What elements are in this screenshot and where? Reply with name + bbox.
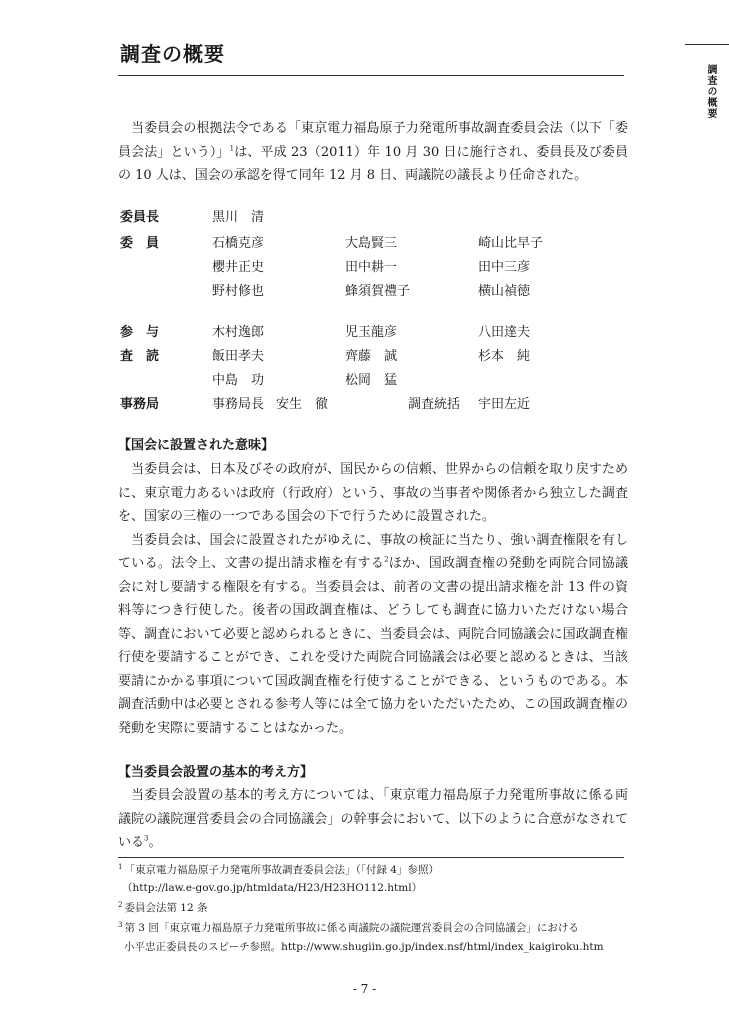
chair-label: 委員長: [120, 210, 160, 225]
advisor-name: 木村逸郎: [212, 325, 265, 340]
advisor-name: 八田達夫: [478, 325, 531, 340]
reviewer-name: 松岡 猛: [345, 373, 398, 388]
member-name: 大島賢三: [345, 236, 398, 251]
intro-paragraph: 当委員会の根拠法令である「東京電力福島原子力発電所事故調査委員会法（以下「委員会法」という）」$^1$は、平成 23（2011）年 10 月 30 日に施行され、委員長及び委員の 10 人は、国会の承認を得て同年 12 月 8 日、両議院の議長より任命された。: [118, 121, 628, 183]
investigation-head-name: 宇田左近: [478, 397, 531, 412]
investigation-title: 調査統括: [408, 397, 461, 412]
reviewer-name: 杉本 純: [478, 349, 531, 364]
member-name: 石橋克彦: [212, 236, 265, 251]
reviewer-name: 飯田孝夫: [212, 349, 265, 364]
advisor-name: 児玉龍彦: [345, 325, 398, 340]
member-name: 蜂須賀禮子: [345, 284, 411, 299]
footnote-ref-3[interactable]: 3: [144, 834, 149, 843]
side-tab-divider: [685, 44, 729, 45]
reviewer-name: 齊藤 誠: [345, 349, 398, 364]
secretariat-head-title: 事務局長: [212, 397, 265, 412]
member-name: 崎山比早子: [478, 236, 544, 251]
side-chapter-tab: 調査の概要: [705, 64, 716, 119]
footnote-1: $^1$ 「東京電力福島原子力発電所事故調査委員会法」（「付録 4」参照）: [118, 862, 439, 876]
member-name: 野村修也: [212, 284, 265, 299]
page-number: - 7 -: [352, 982, 377, 996]
reviewer-label: 査 読: [120, 349, 160, 364]
section-paragraph: 当委員会設置の基本的考え方については、「東京電力福島原子力発電所事故に係る両議院の議院運営委員会の合同協議会」の幹事会において、以下のように合意がなされている$^3$。: [118, 788, 628, 850]
member-name: 田中耕一: [345, 260, 398, 275]
section-heading-diet: 【国会に設置された意味】: [118, 438, 275, 453]
footnote-ref-2[interactable]: 2: [384, 555, 389, 564]
title-divider: [118, 75, 624, 76]
footnote-3-continued: 小平忠正委員長のスピーチ参照。http://www.shugiin.go.jp/index.nsf/html/index_kaigiroku.htm: [124, 941, 604, 953]
member-name: 横山禎徳: [478, 284, 531, 299]
advisor-label: 参 与: [120, 325, 160, 340]
member-name: 田中三彦: [478, 260, 531, 275]
secretariat-head-name: 安生 徹: [276, 397, 329, 412]
page-title: 調査の概要: [120, 42, 225, 66]
section-heading-basic-approach: 【当委員会設置の基本的考え方】: [118, 765, 314, 780]
reviewer-name: 中島 功: [212, 373, 265, 388]
member-name: 櫻井正史: [212, 260, 265, 275]
footnote-1-url[interactable]: （http://law.e-gov.go.jp/htmldata/H23/H23HO112.html）: [122, 882, 423, 894]
footnote-2: $^2$ 委員会法第 12 条: [118, 900, 208, 914]
section-paragraph: 当委員会は、日本及びその政府が、国民からの信頼、世界からの信頼を取り戻すために、東京電力あるいは政府（行政府）という、事故の当事者や関係者から独立した調査を、国家の三権の一つである国会の下で行うために設置された。: [118, 462, 628, 524]
footnote-3: $^3$ 第 3 回「東京電力福島原子力発電所事故に係る両議院の議院運営委員会の合同協議会」における: [118, 920, 579, 934]
chair-name: 黒川 清: [212, 210, 265, 225]
secretariat-label: 事務局: [120, 397, 160, 412]
section-paragraph: 当委員会は、国会に設置されたがゆえに、事故の検証に当たり、強い調査権限を有している。法令上、文書の提出請求権を有する$^2$ほか、国政調査権の発動を両院合同協議会に対し要請する権限を有する。当委員会は、前者の文書の提出請求権を計 13 件の資料等につき行使した。後者の国政調査権は、どうしても調査に協力いただけない場合等、調査において必要と認められるときに、当委員会は、両院合同協議会に国政調査権行使を要請することができ、これを受けた両院合同協議会は必要と認めるときは、当該要請にかかる事項について国政調査権を行使することができる、というものである。本調査活動中は必要とされる参考人等には全て協力をいただいたため、この国政調査権の発動を実際に要請することはなかった。: [118, 532, 628, 736]
footnote-divider: [118, 857, 624, 858]
footnote-ref-1[interactable]: 1: [229, 144, 235, 153]
member-label: 委 員: [120, 236, 160, 251]
